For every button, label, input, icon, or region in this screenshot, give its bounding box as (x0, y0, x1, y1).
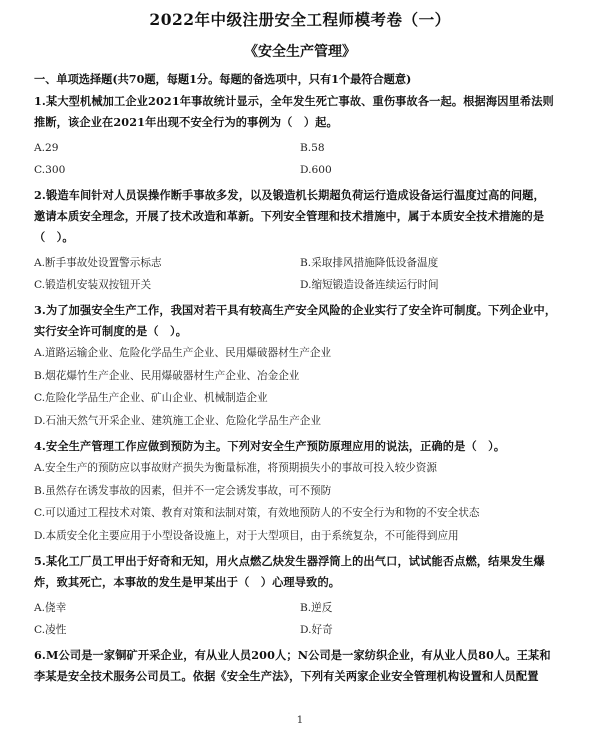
option-d: D.缩短锻造设备连续运行时间 (300, 279, 439, 291)
question-stem (34, 645, 566, 687)
option-a: A.侥幸 (34, 602, 67, 614)
option-a: A.道路运输企业、危险化学品生产企业、民用爆破器材生产企业 (34, 347, 332, 359)
question-stem (34, 300, 566, 342)
option-b: B.虽然存在诱发事故的因素，但并不一定会诱发事故，可不预防 (34, 484, 332, 497)
question-5 (34, 551, 566, 641)
option-b: B.采取排风措施降低设备温度 (300, 257, 439, 269)
option-b: B.逆反 (300, 602, 333, 614)
exam-title: 2022年中级注册安全工程师模考卷（一） (149, 10, 451, 29)
options-grid (34, 252, 566, 296)
question-4 (34, 436, 566, 547)
option-d: D.石油天然气开采企业、建筑施工企业、危险化学品生产企业 (34, 414, 321, 427)
option-a: A.断手事故处设置警示标志 (34, 257, 162, 269)
question-1 (34, 91, 566, 181)
stem-line: 3.为了加强安全生产工作，我国对若干具有较高生产安全风险的企业实行了安全许可制度。下列企业中， (34, 303, 557, 317)
option-a: A.安全生产的预防应以事故财产损失为衡量标准，将预期损失小的事故可投入较少资源 (34, 462, 437, 474)
option-c: C.危险化学品生产企业、矿山企业、机械制造企业 (34, 392, 268, 404)
options-grid (34, 137, 566, 181)
question-stem (34, 551, 566, 593)
option-a: A.29 (34, 142, 59, 154)
stem-line: 推断，该企业在2021年出现不安全行为的事例为（ ）起。 (34, 115, 338, 129)
option-c: C.300 (34, 164, 66, 176)
stem-line: 4.安全生产管理工作应做到预防为主。下列对安全生产预防原理应用的说法，正确的是（ ）。 (34, 439, 506, 453)
question-stem (34, 91, 566, 133)
option-c: C.可以通过工程技术对策、教育对策和法制对策，有效地预防人的不安全行为和物的不安全状态 (34, 507, 480, 519)
question-3 (34, 300, 566, 432)
stem-line: 6.M公司是一家铜矿开采企业，有从业人员200人；N公司是一家纺织企业，有从业人员80人。王某和 (34, 648, 551, 662)
options-list (34, 457, 566, 547)
section-heading: 一、单项选择题(共70题，每题1分。每题的备选项中，只有1个最符合题意) (34, 72, 412, 86)
stem-line: 5.某化工厂员工甲出于好奇和无知，用火点燃乙炔发生器浮筒上的出气口，试试能否点燃，结果发生爆 (34, 554, 545, 568)
page-number: 1 (296, 714, 304, 726)
stem-line: 2.锻造车间针对人员误操作断手事故多发，以及锻造机长期超负荷运行造成设备运行温度过高的问题， (34, 188, 545, 202)
option-b: B.烟花爆竹生产企业、民用爆破器材生产企业、冶金企业 (34, 369, 300, 382)
stem-line: 炸，致其死亡，本事故的发生是甲某出于（ ）心理导致的。 (34, 575, 341, 589)
stem-line: 李某是安全技术服务公司员工。依据《安全生产法》，下列有关两家企业安全管理机构设置和人员配置 (34, 669, 539, 683)
option-d: D.本质安全化主要应用于小型设备设施上，对于大型项目，由于系统复杂，不可能得到应用 (34, 529, 459, 542)
stem-line: 1.某大型机械加工企业2021年事故统计显示，全年发生死亡事故、重伤事故各一起。根据海因里希法则 (34, 94, 554, 108)
question-stem (34, 185, 566, 248)
stem-line: 实行安全许可制度的是（ ）。 (34, 324, 188, 338)
options-grid (34, 597, 566, 641)
exam-subtitle: 《安全生产管理》 (244, 44, 356, 60)
stem-line: （ ）。 (34, 230, 74, 244)
option-b: B.58 (300, 142, 325, 154)
stem-line: 邀请本质安全理念，开展了技术改造和革新。下列安全管理和技术措施中，属于本质安全技术措施的是 (34, 209, 545, 223)
option-d: D.600 (300, 164, 332, 176)
option-d: D.好奇 (300, 624, 333, 636)
question-6 (34, 645, 566, 687)
options-list (34, 342, 566, 432)
question-stem (34, 436, 566, 457)
option-c: C.凌性 (34, 624, 67, 636)
question-2 (34, 185, 566, 296)
option-c: C.锻造机安装双按钮开关 (34, 279, 152, 291)
